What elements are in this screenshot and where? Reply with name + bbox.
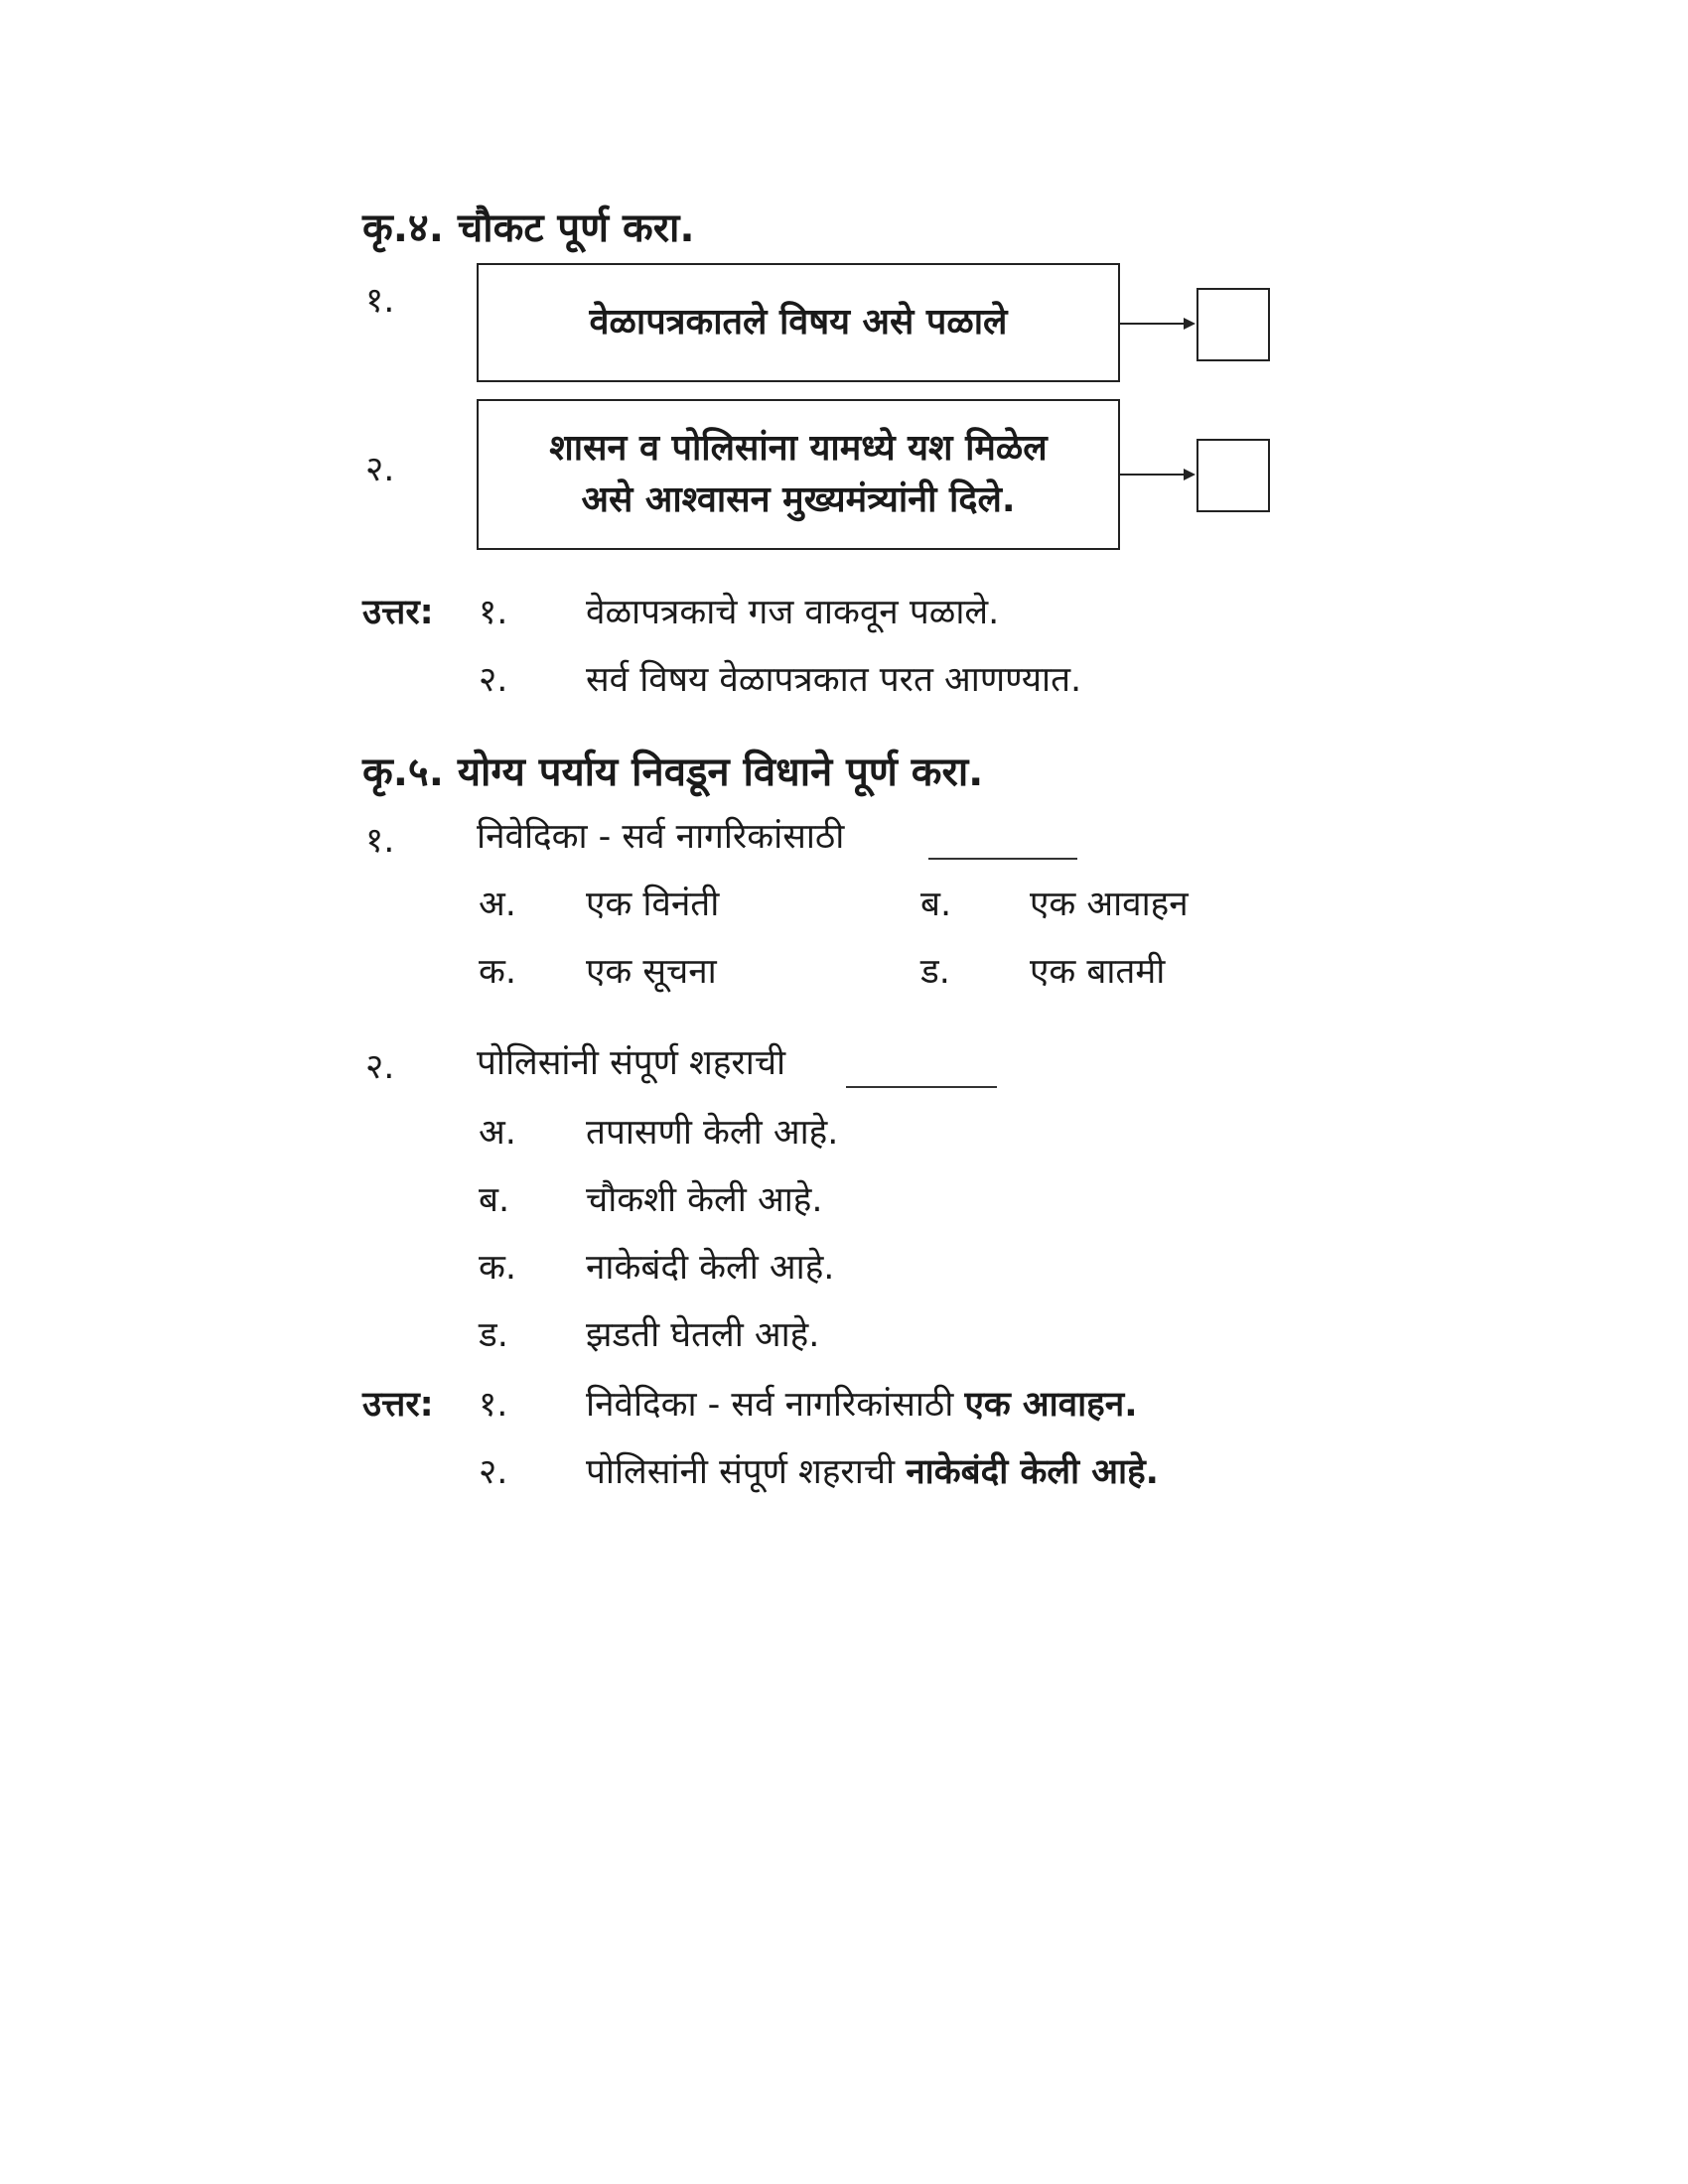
q5-answer-2-text: पोलिसांनी संपूर्ण शहराची: [586, 1452, 896, 1492]
q5-q1-option-c-letter: क.: [479, 952, 517, 992]
q5-q1-option-a-text: एक विनंती: [586, 885, 720, 924]
q5-q2-option-c-text: नाकेबंदी केली आहे.: [586, 1248, 835, 1288]
q4-heading: कृ.४. चौकट पूर्ण करा.: [362, 205, 695, 251]
q5-q1-option-a-letter: अ.: [479, 885, 516, 924]
q5-answer-1-number: १.: [479, 1385, 508, 1425]
q4-item-2-box: [477, 399, 1120, 550]
q5-question-1-number: १.: [365, 821, 395, 861]
q5-q2-option-b-text: चौकशी केली आहे.: [586, 1180, 823, 1220]
q5-answer-1: [586, 1380, 1138, 1427]
q5-answer-label: उत्तर:: [362, 1385, 434, 1425]
q5-q1-option-b-text: एक आवाहन: [1030, 885, 1189, 924]
q4-item-2-box-line-1: शासन व पोलिसांना यामध्ये यश मिळेल: [549, 427, 1048, 469]
q5-answer-2-bold: नाकेबंदी केली आहे.: [906, 1452, 1159, 1492]
q4-answer-2-number: २.: [479, 660, 508, 700]
q5-q1-option-c-text: एक सूचना: [586, 952, 717, 992]
q5-answer-1-bold: एक आवाहन.: [964, 1385, 1138, 1425]
q4-answer-1-text: वेळापत्रकाचे गज वाकवून पळाले.: [586, 593, 1000, 632]
q5-q2-option-d-letter: ड.: [479, 1315, 508, 1355]
q4-answer-2-text: सर्व विषय वेळापत्रकात परत आणण्यात.: [586, 660, 1082, 700]
q5-q2-option-d-text: झडती घेतली आहे.: [586, 1315, 820, 1355]
q5-question-1-stem: निवेदिका - सर्व नागरिकांसाठी: [477, 817, 845, 857]
q5-q1-option-b-letter: ब.: [920, 885, 952, 924]
q4-item-1-box-line-1: वेळापत्रकातले विषय असे पळाले: [589, 301, 1008, 342]
q5-question-1-blank: [928, 858, 1077, 860]
q5-q1-option-d-letter: ड.: [920, 952, 950, 992]
q4-item-1-arrow-head: [1184, 318, 1196, 330]
q5-question-2-number: २.: [365, 1047, 395, 1087]
q4-item-2-arrow-head: [1184, 469, 1196, 480]
q4-answer-label: उत्तर:: [362, 593, 434, 632]
q4-answer-1-number: १.: [479, 593, 508, 632]
q4-item-1-arrow: [1120, 323, 1186, 325]
q5-q2-option-a-letter: अ.: [479, 1113, 516, 1153]
q4-item-2-arrow: [1120, 474, 1186, 476]
q4-item-2-number: २.: [365, 450, 395, 489]
q4-item-2-answer-box: [1196, 439, 1270, 512]
q5-heading: कृ.५. योग्य पर्याय निवडून विधाने पूर्ण करा.: [362, 750, 984, 795]
q5-q2-option-a-text: तपासणी केली आहे.: [586, 1113, 839, 1153]
q4-item-1-answer-box: [1196, 288, 1270, 361]
q4-item-1-box: [477, 263, 1120, 382]
q5-q2-option-c-letter: क.: [479, 1248, 517, 1288]
q5-answer-2: [586, 1447, 1159, 1494]
q4-item-1-number: १.: [365, 281, 395, 321]
q5-answer-2-number: २.: [479, 1452, 508, 1492]
q5-answer-1-text: निवेदिका - सर्व नागरिकांसाठी: [586, 1385, 954, 1425]
q5-q2-option-b-letter: ब.: [479, 1180, 510, 1220]
q5-question-2-blank: [846, 1086, 997, 1088]
q5-q1-option-d-text: एक बातमी: [1030, 952, 1166, 992]
q4-item-2-box-line-2: असे आश्वासन मुख्यमंत्र्यांनी दिले.: [581, 479, 1016, 520]
q5-question-2-stem: पोलिसांनी संपूर्ण शहराची: [477, 1043, 786, 1083]
